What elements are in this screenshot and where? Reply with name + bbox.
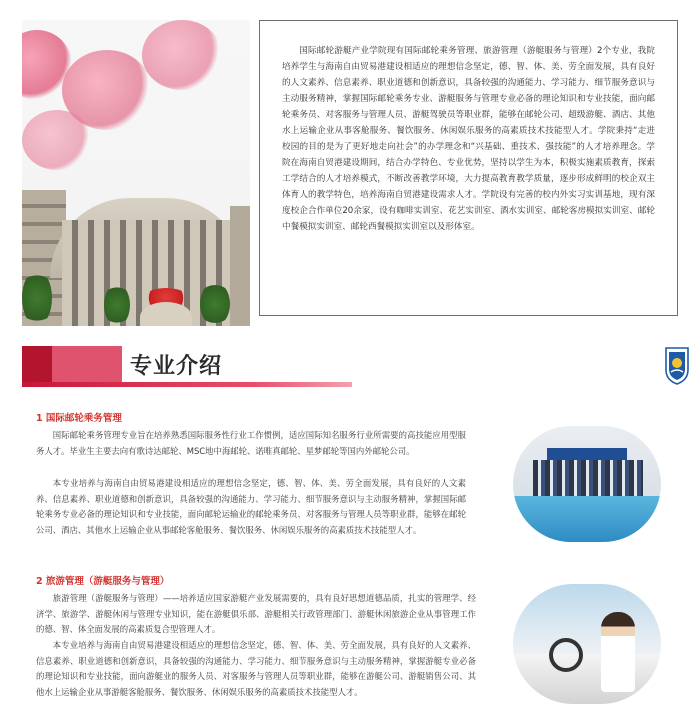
program-yacht-summary: 旅游管理（游艇服务与管理）——培养适应国家游艇产业发展需要的，具有良好思想道德品质，扎实的管理学、经济学、旅游学、游艇休闲与管理专业知识，能在游艇俱乐部、游艇相关行政管理部门、游艇休闲旅游企业从事管理工作的德、智、体全面发展的高素质复合型管理人才。 bbox=[36, 593, 476, 635]
section-header bbox=[22, 346, 352, 386]
blossom-decoration bbox=[22, 110, 92, 170]
photo-pool-water bbox=[513, 496, 661, 542]
building-wing bbox=[230, 206, 250, 326]
college-intro-text: 国际邮轮游艇产业学院现有国际邮轮乘务管理、旅游管理（游艇服务与管理）2个专业，我院培养学生与海南自由贸易港建设相适应的理想信念坚定，德、智、体、美、劳全面发展，具有良好的人文素养、信息素养、职业道德和创新意识，具备较强的沟通能力、学习能力、细节服务意识与主动服务精神，掌握国际邮轮乘务专业、游艇服务与管理专业必备的理论知识和专业技能，面向邮轮乘务员、对客服务与管理人员、游艇驾驶员等职业群，能够在邮轮公司、超级游艇、酒店、其他水上运输企业从事客舱服务、餐饮服务、休闲娱乐服务的高素质技术技能型人才。学院秉持“走进校园的目的是为了更好地走向社会”的办学理念和“兴基础、重技术、强技能”的人才培养理念。学院在海南自贸港建设期间，结合办学特色、专业优势，坚持以学生为本，积极实施素质教育，探索工学结合的人才培养模式，不断改善教学环境，大力提高教育教学质量，逐步形成鲜明的校企双主体育人的教学特色，培养海南自贸港建设需求人才。学院设有完善的校内外实习实训基地，现有深度校企合作单位20余家，设有咖啡实训室、花艺实训室、酒水实训室、邮轮客房模拟实训室、邮轮中餐模拟实训室、邮轮西餐模拟实训室以及形体室。 bbox=[282, 46, 655, 232]
tree bbox=[200, 282, 230, 326]
program-title-cruise: 1 国际邮轮乘务管理 bbox=[36, 413, 122, 424]
photo-boat-deck bbox=[513, 654, 661, 704]
section-title: 专业介绍 bbox=[130, 354, 223, 379]
program-yacht-detail: 本专业培养与海南自由贸易港建设相适应的理想信念坚定，德、智、体、美、劳全面发展，具有良好的人文素养、信息素养、职业道德和创新意识，具备较强的沟通能力、学习能力、细节服务意识与主动服务精神，掌握游艇专业必备的理论知识和专业技能，面向游艇业的服务人员、对客服务与管理人员等职业群，能够在游艇公司、游艇销售公司、其他水上运输企业从事游艇客舱服务、餐饮服务、休闲娱乐服务的高素质技术技能型人才。 bbox=[36, 640, 476, 697]
yacht-training-photo bbox=[513, 584, 661, 704]
campus-building-photo bbox=[22, 20, 250, 326]
tree bbox=[22, 270, 52, 326]
program-cruise-detail: 本专业培养与海南自由贸易港建设相适应的理想信念坚定，德、智、体、美、劳全面发展，具有良好的人文素养、信息素养、职业道德和创新意识，具备较强的沟通能力、学习能力、细节服务意识与主动服务精神，掌握国际邮轮乘务专业必备的理论知识和专业技能，面向邮轮运输业的邮轮乘务员、对客服务与管理人员等职业群，能够在邮轮公司、酒店、其他水上运输企业从事邮轮客舱服务、餐饮服务、休闲娱乐服务的高素质技术技能型人才。 bbox=[36, 478, 466, 535]
header-accent-light bbox=[52, 346, 122, 386]
blossom-decoration bbox=[142, 20, 222, 90]
program-title-yacht: 2 旅游管理（游艇服务与管理） bbox=[36, 576, 170, 587]
photo-person bbox=[601, 612, 635, 692]
cruise-group-photo bbox=[513, 426, 661, 542]
photo-banner bbox=[547, 448, 627, 460]
school-logo-icon bbox=[664, 346, 690, 386]
photo-crowd bbox=[533, 460, 643, 498]
steering-wheel-icon bbox=[549, 638, 583, 672]
college-intro-box bbox=[259, 20, 678, 316]
program-cruise-summary: 国际邮轮乘务管理专业旨在培养熟悉国际服务性行业工作惯例，适应国际知名服务行业所需要的高技能应用型服务人才。毕业生主要去向有歌诗达邮轮、MSC地中海邮轮、诺唯真邮轮、星梦邮轮等国内外邮轮公司。 bbox=[36, 430, 466, 456]
flower-planter bbox=[140, 302, 192, 326]
header-underline bbox=[22, 382, 352, 387]
tree bbox=[104, 284, 130, 326]
header-accent-dark bbox=[22, 346, 52, 386]
